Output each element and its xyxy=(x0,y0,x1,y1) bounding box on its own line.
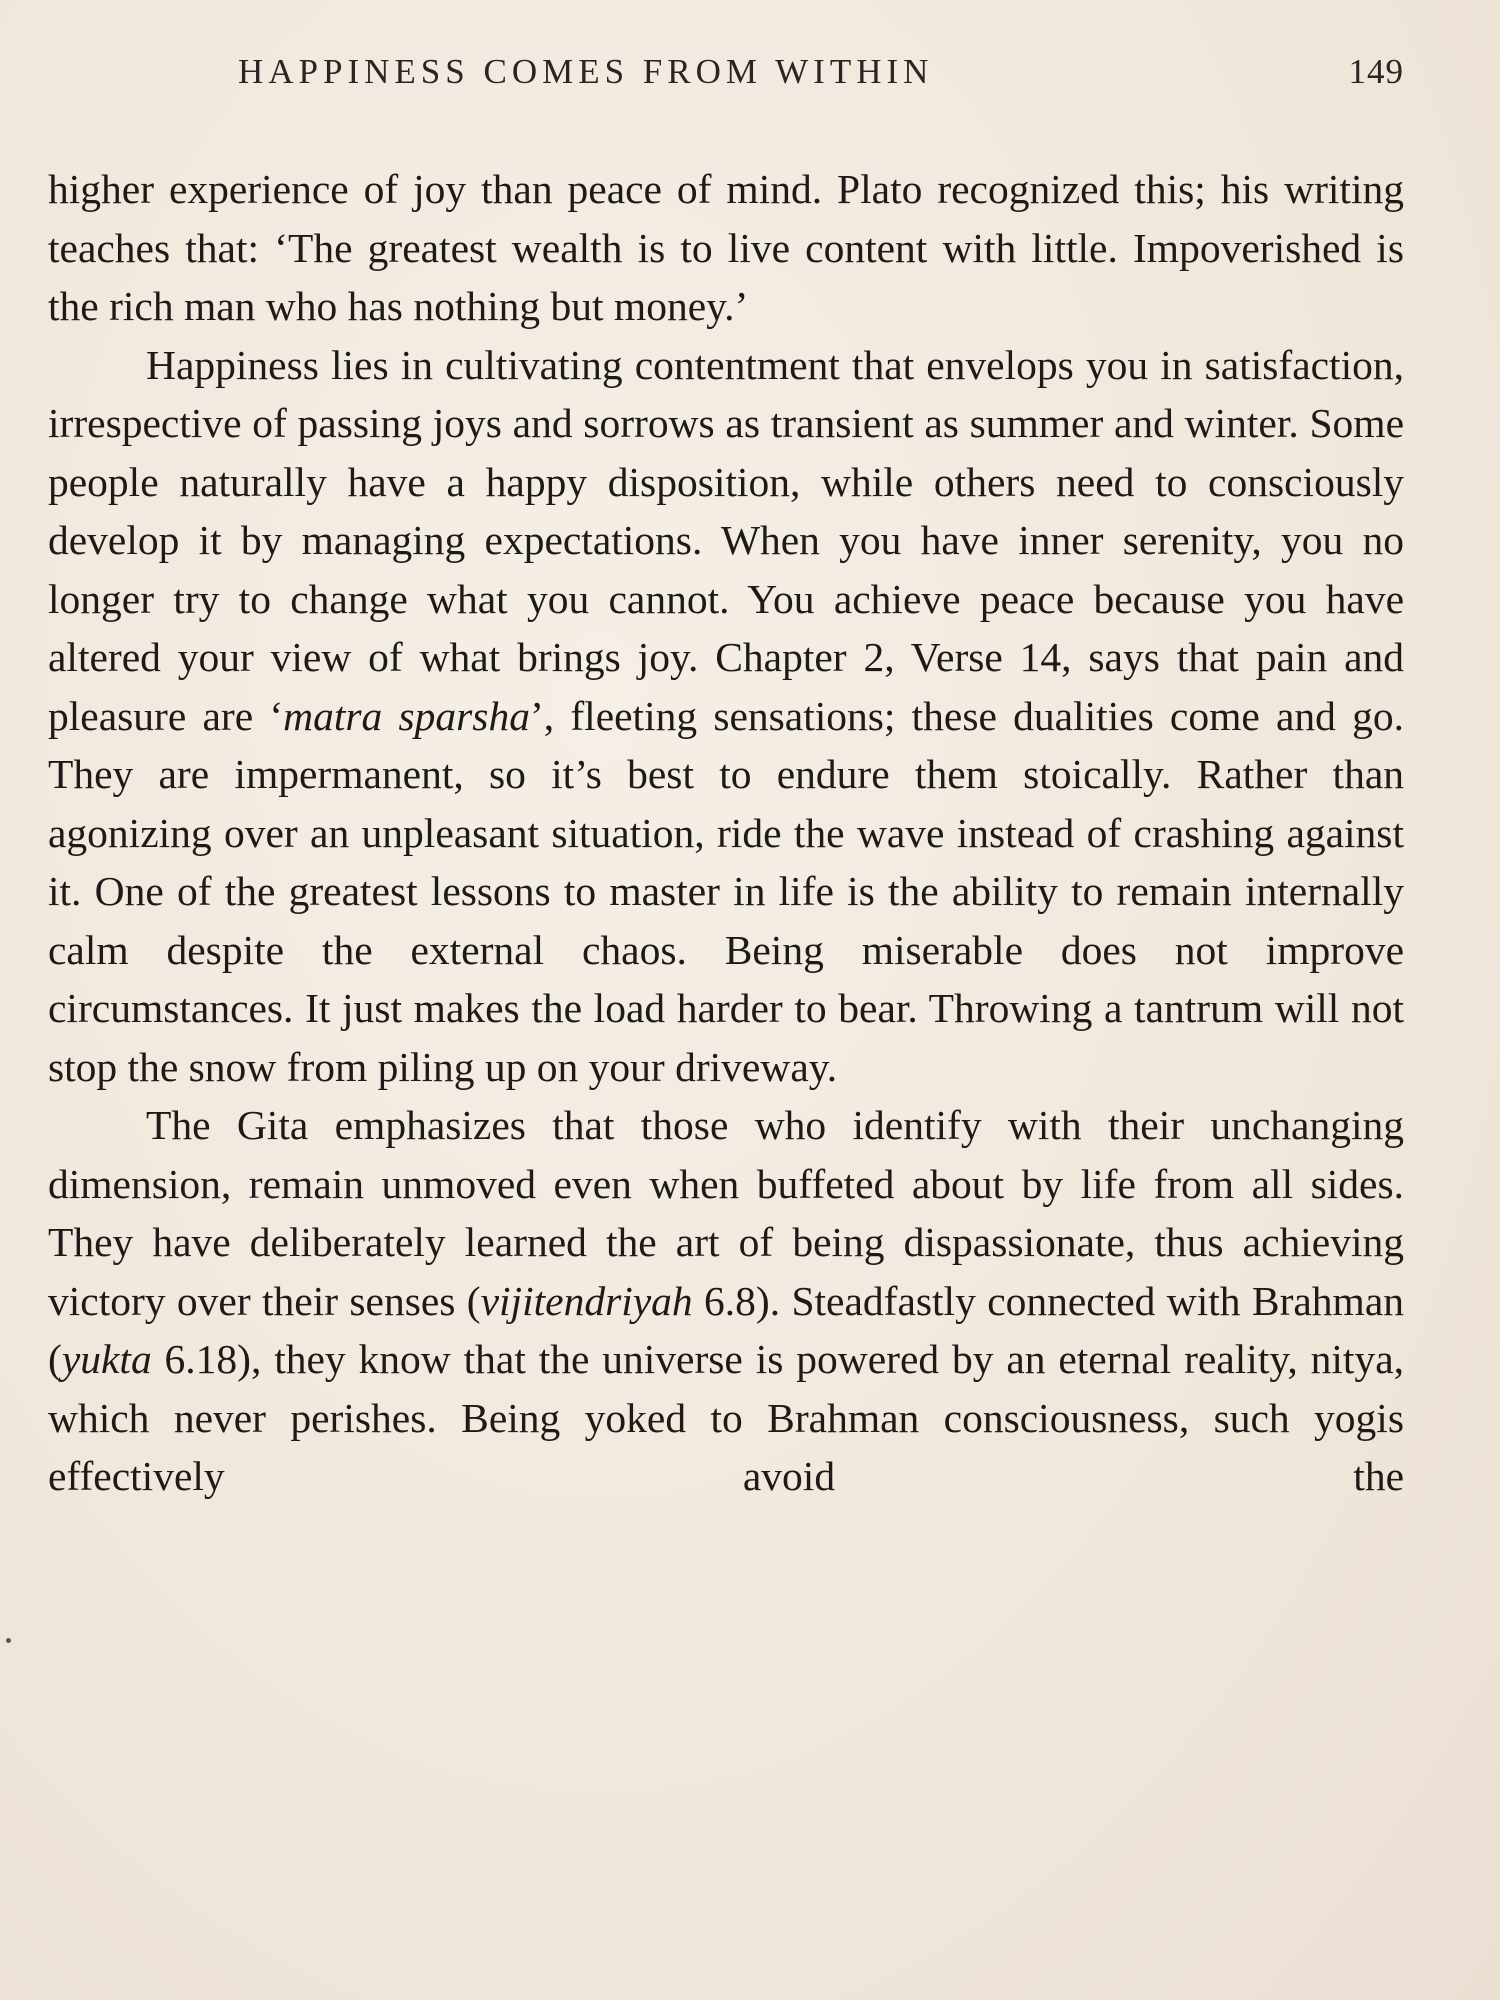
running-head xyxy=(238,52,1404,92)
page-number: 149 xyxy=(1348,52,1404,91)
sanskrit-term-matra-sparsha: matra sparsha xyxy=(283,692,530,739)
paragraph-1-text: higher experience of joy than peace of mind. Plato recognized this; his writing teaches that: ‘The greatest wealth is to live content with little. Impoverished is the rich man who has nothing but money.’ xyxy=(48,166,1404,329)
paragraph-1 xyxy=(48,160,1404,336)
sanskrit-term-yukta: yukta xyxy=(61,1336,152,1382)
paragraph-3-text-b: 6.8). Steadfastly connected with Brahman ( xyxy=(48,1277,1405,1382)
paragraph-3-text-a: The Gita emphasizes that those who identify with their unchanging dimension, remain unmoved even when buffeted about by life from all sides. They have deliberately learned the art of being dispassionate, thus achieving victory over their senses ( xyxy=(48,1102,1404,1324)
margin-speck xyxy=(6,1638,11,1643)
sanskrit-term-vijitendriyah: vijitendriyah xyxy=(480,1277,693,1324)
chapter-title: HAPPINESS COMES FROM WITHIN xyxy=(238,52,934,91)
paragraph-3-text-c: 6.18), they know that the universe is powered by an eternal reality, nitya, which never perishes. Being yoked to Brahman consciousness, such yogis effectively avoid the xyxy=(48,1336,1404,1499)
paragraph-2-text-b: ’, fleeting sensations; these dualities come and go. They are impermanent, so it’s best to endure them stoically. Rather than agonizing over an unpleasant situation, ride the wave instead of crashing against it. One of the greatest lessons to master in life is the ability to remain internally calm despite the external chaos. Being miserable does not improve circumstances. It just makes the load harder to bear. Throwing a tantrum will not stop the snow from piling up on your driveway. xyxy=(48,692,1404,1090)
paragraph-2 xyxy=(48,336,1404,1097)
paragraph-2-text-a: Happiness lies in cultivating contentment that envelops you in satisfaction, irrespective of passing joys and sorrows as transient as summer and winter. Some people naturally have a happy disposition, while others need to consciously develop it by managing expectations. When you have inner serenity, you no longer try to change what you cannot. You achieve peace because you have altered your view of what brings joy. Chapter 2, Verse 14, says that pain and pleasure are ‘ xyxy=(48,341,1404,739)
body-text xyxy=(48,160,1404,1506)
paragraph-3 xyxy=(48,1096,1404,1506)
